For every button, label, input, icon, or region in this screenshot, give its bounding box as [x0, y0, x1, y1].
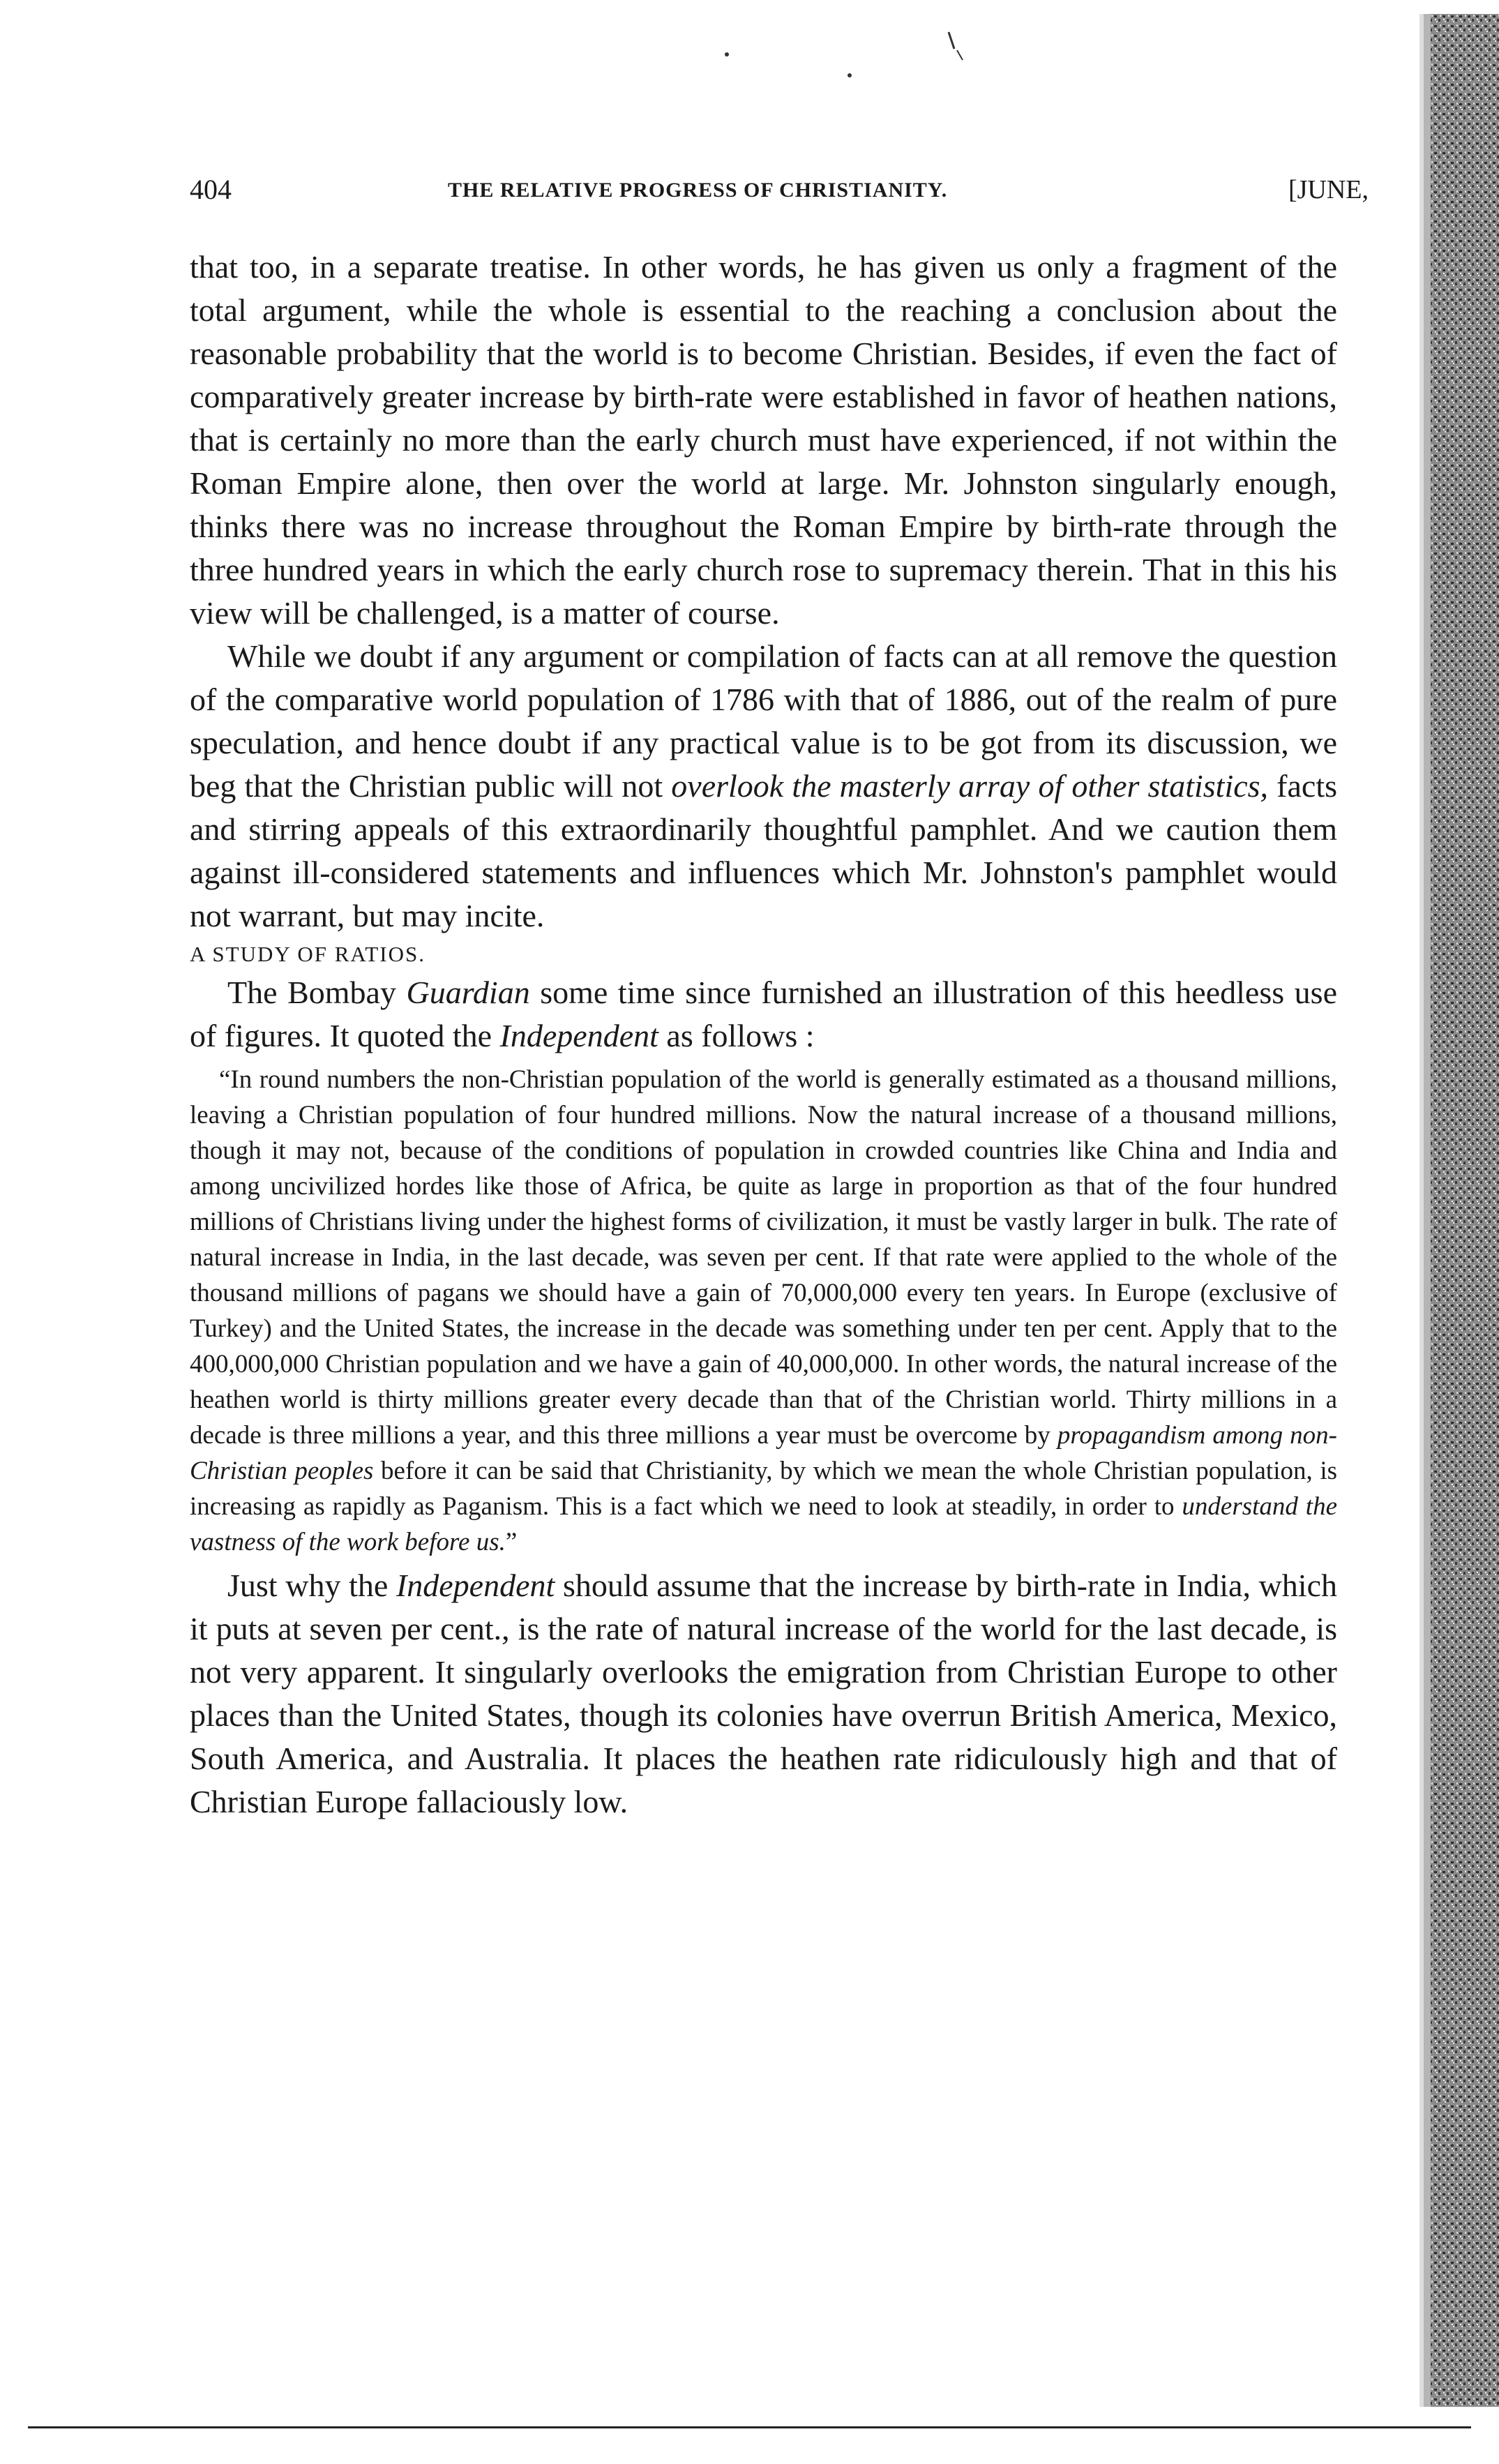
paragraph-text: The Bombay — [227, 975, 407, 1010]
paragraph-text: Just why the — [227, 1568, 396, 1603]
running-title: THE RELATIVE PROGRESS OF CHRISTIANITY. — [448, 179, 948, 202]
block-quote — [190, 1062, 1337, 1560]
paragraph — [190, 1564, 1337, 1824]
quote-text: ” — [505, 1528, 518, 1556]
page-number: 404 — [190, 174, 232, 205]
italic-title: Independent — [396, 1568, 555, 1603]
paragraph — [190, 971, 1337, 1058]
quote-text: “In round numbers the non-Christian population of the world is generally estimated as a thousand millions, leaving a Christian population of four hundred millions. Now the natural increase of a thousand millions, though it may not, because of the conditions of population in crowded countries like China and India and among uncivilized hordes like those of Africa, be quite as large in proportion as that of the four hundred millions of Christians living under the highest forms of civilization, it must be vastly larger in bulk. The rate of natural increase in India, in the last decade, was seven per cent. If that rate were applied to the whole of the thousand millions of pagans we should have a gain of 70,000,000 every ten years. In Europe (exclusive of Turkey) and the United States, the increase in the decade was something under ten per cent. Apply that to the 400,000,000 Christian population and we have a gain of 40,000,000. In other words, the natural increase of the heathen world is thirty millions greater every decade than that of the Christian world. Thirty millions in a decade is three millions a year, and this three millions a year must be overcome by — [190, 1065, 1337, 1450]
quote-text: before it can be said that Christianity, by which we mean the whole Christian population, is increasing as rapidly as Paganism. This is a fact which we need to look at steadily, in order to — [190, 1457, 1337, 1521]
paragraph-text: should assume that the increase by birth-rate in India, which it puts at seven per cent., is the rate of natural increase of the world for the last decade, is not very apparent. It singularly overlooks the emigration from Christian Europe to other places than the United States, though its colonies have overrun British America, Mexico, South America, and Australia. It places the heathen rate ridiculously high and that of Christian Europe fallaciously low. — [190, 1568, 1337, 1819]
italic-phrase: overlook the masterly array of other statistics, — [671, 768, 1269, 804]
paragraph-continued: that too, in a separate treatise. In other words, he has given us only a fragment of the total argument, while the whole is essential to the reaching a conclusion about the reasonable probability that the world is to become Christian. Besides, if even the fact of comparatively greater increase by birth-rate were established in favor of heathen nations, that is certainly no more than the early church must have experienced, if not within the Roman Empire alone, then over the world at large. Mr. Johnston singularly enough, thinks there was no increase throughout the Roman Empire by birth-rate through the three hundred years in which the early church rose to supremacy therein. That in this his view will be challenged, is a matter of course. — [190, 249, 1337, 631]
paragraph-text: some time since furnished an illustration of this heedless use of figures. It quoted the — [190, 975, 1337, 1053]
running-date: [JUNE, — [1288, 175, 1369, 204]
italic-phrase: propagandism among non-Christian peoples — [190, 1421, 1338, 1485]
italic-title: Guardian — [406, 975, 530, 1010]
paragraph-text: While we doubt if any argument or compilation of facts can at all remove the question of the comparative world population of 1786 with that of 1886, out of the realm of pure speculation, and hence doubt if any practical value is to be got from its discussion, we beg that the Christian public will not — [190, 638, 1337, 804]
scan-specks — [0, 0, 1499, 153]
section-heading: A STUDY OF RATIOS. — [190, 942, 426, 966]
article-body — [190, 246, 1337, 1824]
page-edge-shadow — [1417, 14, 1499, 2407]
paragraph-text: facts and stirring appeals of this extraordinarily thoughtful pamphlet. And we caution them against ill-considered statements and influences which Mr. Johnston's pamphlet would not warrant, but may incite. — [190, 768, 1337, 933]
bottom-rule — [28, 2426, 1471, 2428]
italic-phrase: understand the vastness of the work before us. — [190, 1492, 1337, 1556]
italic-title: Independent — [499, 1018, 658, 1053]
running-header — [190, 167, 1369, 218]
paragraph-text: as follows : — [658, 1018, 815, 1053]
paragraph — [190, 635, 1337, 938]
